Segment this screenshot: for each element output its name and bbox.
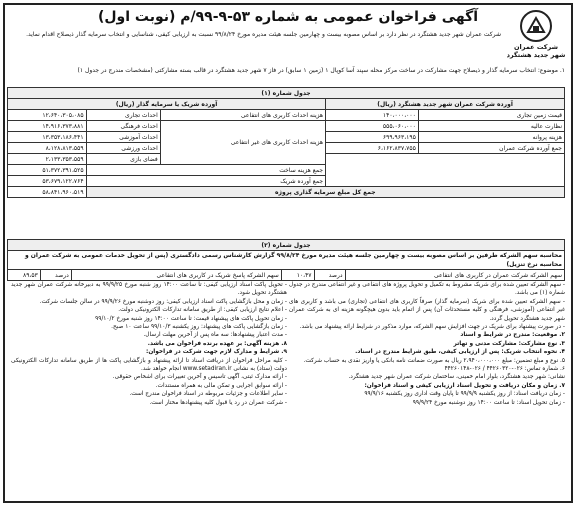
list-item: ۸. هزینه آگهی: بر عهده برنده فراخوان می باشد. [147,340,287,347]
cell-label: جمع آورده شرکت عمران [418,143,564,154]
cell-label: احداث فرهنگی [86,121,160,132]
share-company-label: سهم الشرکه شرکت عمران در کاربری های انتفاعی [345,270,564,281]
cell-value: ۶،۱۶۲،۸۳۷،۷۵۵ [326,143,419,154]
cell-label: قیمت زمین تجاری [418,110,564,121]
total-value: ۵۸،۸۴۱،۹۶۰،۵۱۹ [8,187,87,198]
list-item: - در صورت پیشنهاد برای شریک در جهت افزایش سهم الشرکه، موارد مذکور در شرایط ارائه پیشنهاد می باشد. [299,324,565,331]
list-item: ۹. شرایط و مدارک لازم جهت شرکت در فراخوان: [146,349,287,356]
subject-text: ۱. موضوع: انتخاب سرمایه گذار و ذیصلاح جهت مشارکت در ساخت مرکز محله سپند آسا کوپال ۱ (زمین ۱ سابق) در فاز ۷ شهر جدید هشتگرد در قالب بسته مشارکتی (مشخصات مندرج در جدول ۱) [77,67,565,74]
table1-left-head: آورده شرکت عمران شهر جدید هشتگرد (ریال) [326,99,565,110]
table-2 [7,239,565,281]
page-title: آگهی فراخوان عمومی به شماره ۵۳-۹-۹۹/م (نوبت اول) [97,9,479,25]
cell-value: ۶۹۹،۹۶۳،۱۹۵ [326,132,419,143]
list-item: - ارائه مدارک ثبتی، آگهی تاسیس و آخرین تغییرات برای اشخاص حقوقی. [112,374,287,381]
cell-value: ۱۴،۹۱۶،۳۷۳،۸۸۱ [8,121,87,132]
company-emblem-icon [519,9,553,43]
right-column [289,281,565,499]
empty-cell [326,154,565,187]
list-item: ۲. موقعیت: مندرج در شرایط و اسناد [460,332,565,339]
list-item: ۷. زمان و مکان دریافت و تحویل اسناد ارزیابی کیفی و اسناد فراخوان: [364,382,565,389]
list-item: - اعلام نتایج ارزیابی کیفی: از طریق سامانه تدارکات الکترونیکی دولت. [118,307,287,314]
table1-caption: جدول شماره (۱) [8,88,565,99]
cell-value: ۸،۱۲۸،۸۱۳،۵۵۹ [8,143,87,154]
cell-label: فضای بازی [86,154,160,165]
share-partner-value: ۸۹،۵۳ [8,270,41,281]
sum-partner-value: ۵۳،۶۷۹،۱۲۲،۷۶۴ [8,176,87,187]
list-item: - سهم الشرکه تعیین شده برای شریک (سرمایه گذار) صرفاً کاربری های انتفاعی (تجاری) می باشد و کاربری های غیر انتفاعی (آموزشی، فرهنگی و کلیه مستحدثات آن) پس از اتمام باید بدون هیچگونه هزینه ای به شرکت عمران شهر جدید هشتگرد تحویل گردد. [289,298,565,322]
list-item: - سایر اطلاعات و جزئیات مربوطه در اسناد فراخوان مندرج است. [129,391,287,398]
sum-partner-label: جمع آورده شریک [86,176,325,187]
list-item: - ارائه سوابق اجرایی و تمکن مالی به همراه مستندات. [155,382,287,389]
cell-label: احداث آموزشی [86,132,160,143]
cell-value: ۱۳،۳۵۳،۱۸۶،۴۴۱ [8,132,87,143]
cell-value: ۵۵۵،۰۶۰،۰۰۰ [326,121,419,132]
cell-value: ۱۲،۶۴۰،۳۰۵،۰۸۵ [8,110,87,121]
intro-text: شرکت عمران شهر جدید هشتگرد در نظر دارد بر اساس مصوبه بیست و چهارمین جلسه هیئت مدیره مورخ ۹۹/۸/۲۴ نسبت به ارزیابی کیفی، شناسایی و انتخاب سرمایه گذار ذیصلاح اقدام نماید. [26,31,501,38]
cell-label: نظارت عالیه [418,121,564,132]
company-logo [505,9,567,67]
cell-label: احداث تجاری [86,110,160,121]
list-item: - تحویل پاکت اسناد ارزیابی کیفی: تا ساعت ۱۴:۰۰ روز شنبه مورخ ۹۹/۹/۲۵ به دبیرخانه شرکت عمران شهر جدید هشتگرد تحویل شود. [11,282,287,297]
group-label: هزینه احداث کاربری های انتفاعی [160,110,325,121]
list-item: - شرکت عمران در رد یا قبول کلیه پیشنهادها مختار است. [149,399,287,406]
announcement-page [3,3,573,503]
list-item: - کلیه مراحل فراخوان از دریافت اسناد تا ارائه پیشنهاد و بازگشایی پاکت ها از طریق سامانه تدارکات الکترونیکی دولت (ستاد) به نشانی www.setadiran.ir انجام خواهد شد. [11,357,287,373]
list-item: - زمان تحویل پاکت های پیشنهاد قیمت: تا ساعت ۱۴:۰۰ روز شنبه مورخ ۹۹/۱۰/۲ [95,315,287,322]
logo-line1: شرکت عمران [514,43,558,51]
table2-desc: محاسبه سهم الشرکه طرفین بر اساس مصوبه بیست و چهارمین جلسه هیئت مدیره مورخ ۹۹/۸/۲۴ گزارش کارشناس رسمی دادگستری (پس از تحویل خدمات عمومی به شرکت عمران و محاسبه نرخ تنزیل) [8,251,565,270]
body-columns [11,281,565,499]
list-item: - زمان تحویل اسناد: تا ساعت ۱۴:۰۰ روز دوشنبه مورخ ۹۹/۹/۲۴ [412,399,565,406]
share-company-unit: درصد [314,270,345,281]
sum-build-label: جمع هزینه ساخت [86,165,325,176]
group-label: هزینه احداث کاربری های غیر انتفاعی [160,121,325,165]
list-item: - زمان دریافت اسناد: از روز یکشنبه ۹۹/۹/۹ تا پایان وقت اداری روز یکشنبه ۹۹/۹/۱۶ [364,391,565,398]
share-company-value: ۱۰،۴۷ [281,270,314,281]
total-label: جمع کل مبلغ سرمایه گذاری پروژه [86,187,564,198]
list-item: ۴. نحوه انتخاب شریک: پس از ارزیابی کیفی، طبق شرایط مندرج در اسناد. [355,349,565,356]
sum-build-value: ۵۱،۳۷۲،۳۹۱،۵۲۵ [8,165,87,176]
cell-label: احداث ورزشی [86,143,160,154]
list-item: ۶. شماره تماس: ۰۲۶-۴۴۲۶۰۳۲۰ / ۰۲۶-۴۴۲۶۰۱۴۸ [444,366,565,373]
list-item: ۵. نوع و مبلغ تضمین: مبلغ ۲،۹۴۰،۰۰۰،۰۰۰ ریال به صورت ضمانت نامه بانکی یا واریز نقدی به حساب شرکت. [303,357,565,364]
list-item: ۳. نوع مشارکت: مشارکت مدنی و تهاتر [453,340,565,347]
list-item: - سهم الشرکه تعیین شده برای شریک مشروط به تکمیل و تحویل پروژه های انتفاعی و غیر انتفاعی مندرج در جدول شماره (۱) می باشد. [289,282,565,297]
list-item: نشانی: شهر جدید هشتگرد، بلوار امام خمینی، ساختمان شرکت عمران شهر جدید هشتگرد. [348,374,565,381]
cell-value: ۲،۱۳۳،۳۵۳،۵۵۹ [8,154,87,165]
share-partner-unit: درصد [40,270,71,281]
table1-right-head: آورده شریک یا سرمایه گذار (ریال) [8,99,326,110]
list-item: - مدت اعتبار پیشنهادها: سه ماه پس از آخرین مهلت ارسال. [143,332,287,339]
logo-line2: شهر جدید هشتگرد [506,51,566,59]
list-item: - زمان بازگشایی پاکت های پیشنهاد: روز یکشنبه ۹۹/۱۰/۳ ساعت ۱۰ صبح. [111,324,287,331]
left-column [11,281,287,499]
table2-caption: جدول شماره (۲) [8,240,565,251]
cell-label: هزینه پروانه [418,132,564,143]
share-partner-label: سهم الشرکه پاسخ شریک در کاربری های انتفاعی [71,270,281,281]
cell-value: ۱۴۰،۰۰۰،۰۰۰ [326,110,419,121]
table-1 [7,87,565,198]
list-item: - زمان و محل بازگشایی پاکت اسناد ارزیابی کیفی: روز دوشنبه مورخ ۹۹/۹/۲۶ در سالن جلسات شرکت. [39,298,287,305]
